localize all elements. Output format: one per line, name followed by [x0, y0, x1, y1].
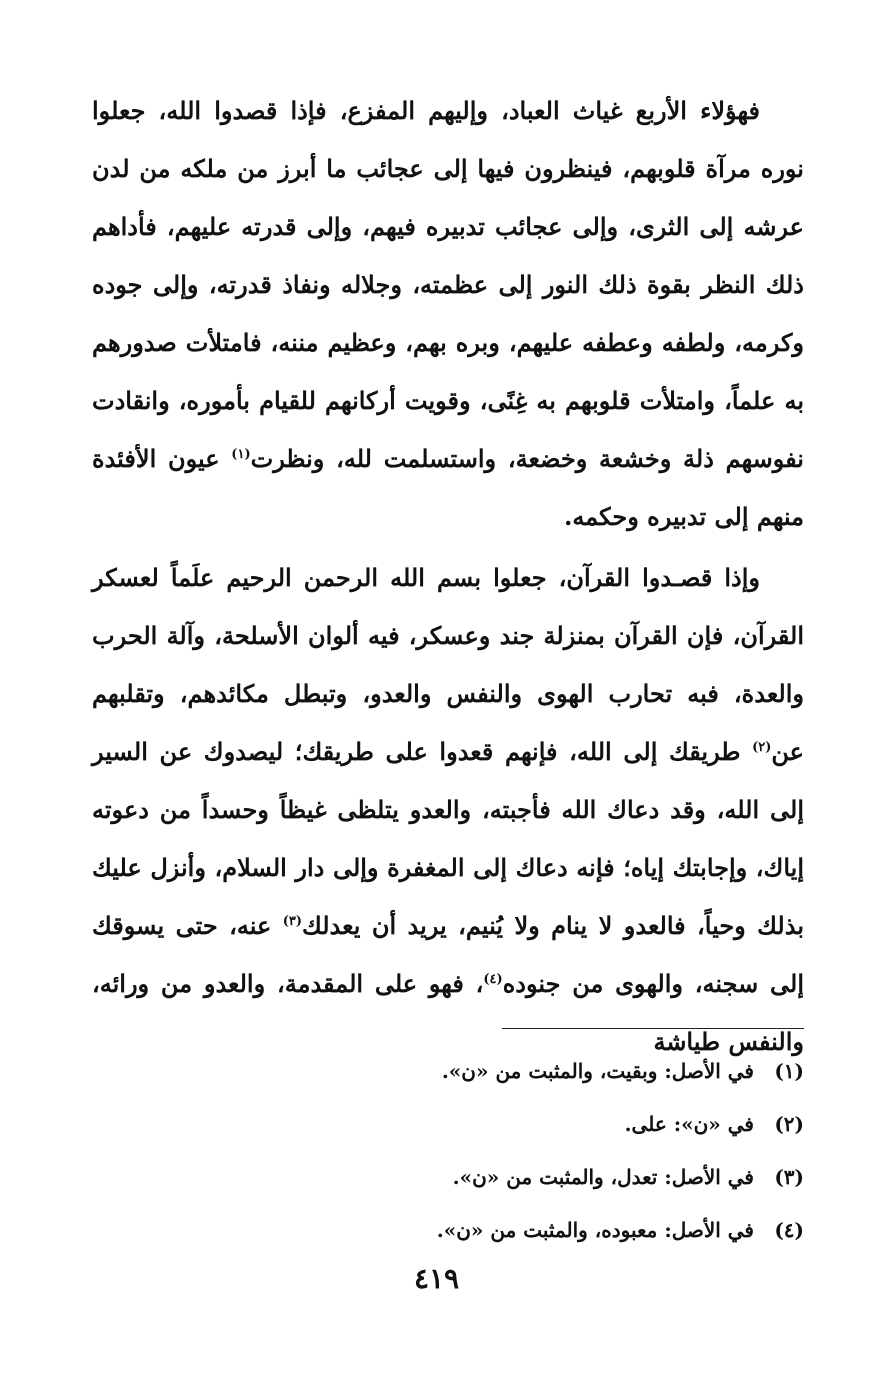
footnote-ref-3: (٣) [282, 914, 302, 929]
footnote-3 [92, 1151, 804, 1204]
footnote-text: في الأصل: وبقيت، والمثبت من «ن». [441, 1059, 754, 1083]
footnote-ref-2: (٢) [752, 740, 772, 755]
paragraph-1-segment-2: عيون الأفئدة منهم إلى تدبيره وحكمه. [92, 444, 804, 531]
paragraph-2-segment-4: ، فهو على المقدمة، والعدو من ورائه، والنفس طياشة [92, 969, 804, 1056]
footnote-2 [92, 1098, 804, 1151]
paragraph-2 [92, 549, 804, 1071]
footnote-ref-1: (١) [231, 447, 251, 462]
footnote-number: (٢) [774, 1112, 804, 1136]
footnote-1 [92, 1045, 804, 1098]
footnote-text: في «ن»: على. [624, 1112, 754, 1136]
paragraph-2-segment-2: طريقك إلى الله، فإنهم قعدوا على طريقك؛ ليصدوك عن السير إلى الله، وقد دعاك الله فأجبته، والعدو يتلظى غيظاً وحسداً من دعوته إياك، وإجابتك إياه؛ فإنه دعاك إلى المغفرة وإلى دار السلام، وأنزل عليك بذلك وحياً، فالعدو لا ينام ولا يُنيم، يريد أن يعدلك [92, 737, 804, 940]
footnote-separator [502, 1028, 804, 1029]
footnote-text: في الأصل: معبوده، والمثبت من «ن». [436, 1218, 754, 1242]
paragraph-1-segment-1: فهؤلاء الأربع غياث العباد، وإليهم المفزع، فإذا قصدوا الله، جعلوا نوره مرآة قلوبهم، فينظرون فيها إلى عجائب ما أبرز من ملكه من لدن عرشه إلى الثرى، وإلى عجائب تدبيره فيهم، وإلى قدرته عليهم، فأداهم ذلك النظر بقوة ذلك النور إلى عظمته، وجلاله ونفاذ قدرته، وإلى جوده وكرمه، ولطفه وعطفه عليهم، وبره بهم، وعظيم مننه، فامتلأت صدورهم به علماً، وامتلأت قلوبهم به غِنًى، وقويت أركانهم للقيام بأموره، وانقادت نفوسهم ذلة وخشعة وخضعة، واستسلمت لله، ونظرت [92, 96, 805, 473]
paragraph-2-text [92, 549, 804, 1071]
footnote-ref-4: (٤) [483, 972, 503, 987]
paragraph-2-segment-3: عنه، حتى يسوقك إلى سجنه، والهوى من جنوده [92, 911, 804, 998]
footnote-text: في الأصل: تعدل، والمثبت من «ن». [452, 1165, 754, 1189]
paragraph-2-segment-1: وإذا قصـدوا القرآن، جعلوا بسم الله الرحمن الرحيم علَماً لعسكر القرآن، فإن القرآن بمنزلة جند وعسكر، فيه ألوان الأسلحة، وآلة الحرب والعدة، فبه تحارب الهوى والنفس والعدو، وتبطل مكائدهم، وتقلبهم عن [92, 563, 804, 766]
paragraph-1-text [92, 82, 804, 546]
footnote-number: (٤) [774, 1218, 804, 1242]
footnotes [92, 1045, 804, 1257]
footnote-number: (٣) [774, 1165, 804, 1189]
footnote-4 [92, 1204, 804, 1257]
footnote-number: (١) [774, 1059, 804, 1083]
page-number: ٤١٩ [413, 1262, 460, 1295]
paragraph-1 [92, 82, 804, 546]
